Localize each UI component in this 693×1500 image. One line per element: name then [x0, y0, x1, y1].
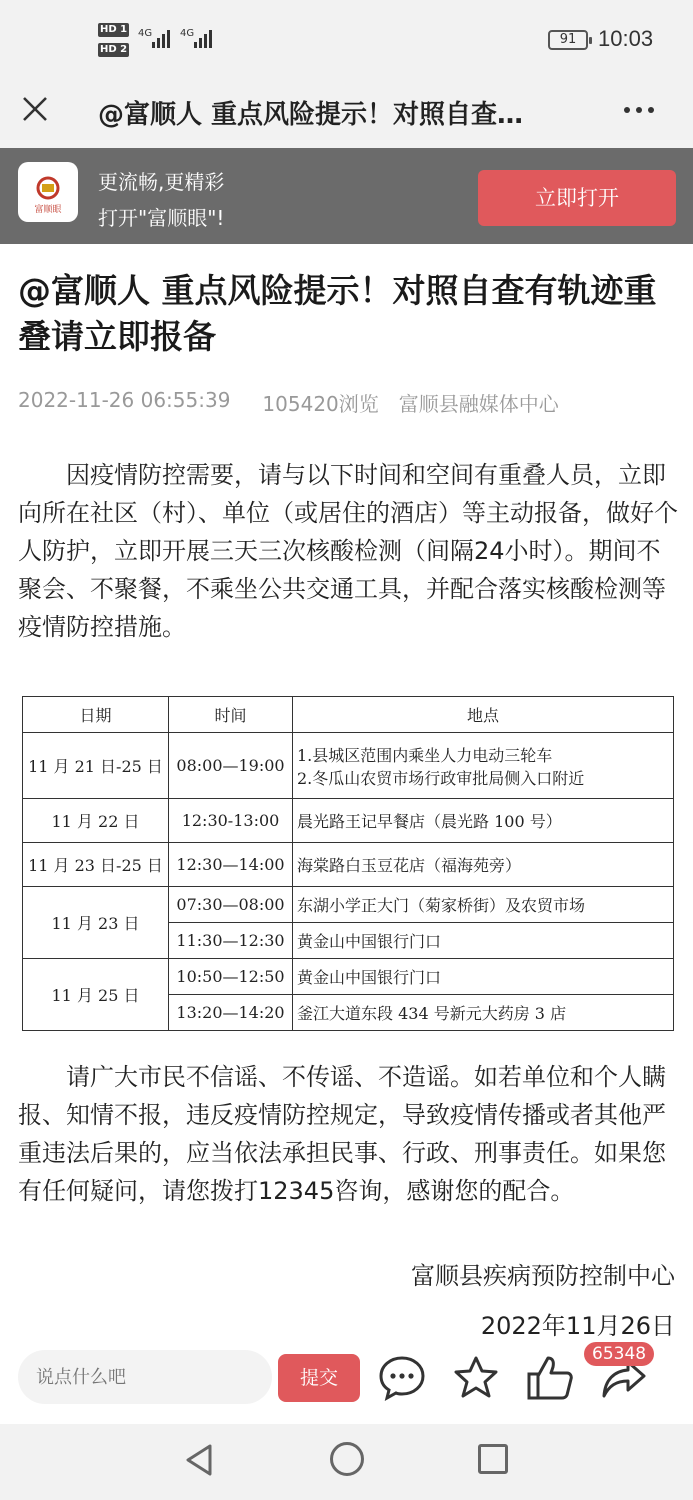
network2-label: 4G [180, 28, 195, 39]
publish-datetime: 2022-11-26 06:55:39 [18, 388, 231, 412]
table-row [23, 843, 674, 887]
cell-place: 海棠路白玉豆花店（福海苑旁） [293, 843, 674, 887]
article-meta [18, 388, 559, 417]
table-row [23, 733, 674, 799]
header-place: 地点 [293, 697, 674, 733]
table-row [23, 887, 674, 923]
page-title: @富顺人 重点风险提示！对照自查… [98, 100, 524, 130]
cell-date: 11 月 21 日-25 日 [23, 733, 169, 799]
article-signature: 富顺县疾病预防控制中心 [411, 1262, 675, 1290]
signal1-icon [152, 28, 170, 48]
article-date: 2022年11月26日 [480, 1312, 675, 1340]
home-circle-icon[interactable] [330, 1442, 364, 1476]
svg-text:富顺眼: 富顺眼 [34, 205, 62, 215]
close-icon[interactable] [18, 92, 52, 126]
sim1-indicator: HD 1 [100, 24, 128, 35]
article-source: 富顺县融媒体中心 [398, 392, 559, 416]
battery-icon: 91 [548, 30, 588, 50]
table-row [23, 959, 674, 995]
place-line-2: 2.冬瓜山农贸市场行政审批局侧入口附近 [297, 768, 585, 788]
clock: 10:03 [598, 26, 654, 51]
cell-place: 东湖小学正大门（菊家桥街）及农贸市场 [293, 887, 674, 923]
cell-place: 釜江大道东段 434 号新元大药房 3 店 [293, 995, 674, 1031]
favorite-star-icon[interactable] [452, 1354, 500, 1402]
app-promo-banner [0, 148, 693, 244]
cell-place: 黄金山中国银行门口 [293, 923, 674, 959]
like-icon[interactable] [526, 1354, 574, 1402]
cell-time: 12:30—14:00 [169, 843, 293, 887]
cell-date: 11 月 23 日 [23, 887, 169, 959]
recent-apps-icon[interactable] [478, 1444, 508, 1474]
cell-place: 黄金山中国银行门口 [293, 959, 674, 995]
banner-subtitle: 打开"富顺眼"! [98, 206, 225, 230]
article-paragraph-1: 因疫情防控需要，请与以下时间和空间有重叠人员，立即向所在社区（村）、单位（或居住的酒店）等主动报备，做好个人防护，立即开展三天三次核酸检测（间隔24小时）。期间不聚会、不聚餐，不乘坐公共交通工具，并配合落实核酸检测等疫情防控措施。 [18, 461, 678, 641]
status-bar [0, 0, 693, 78]
cell-time: 11:30—12:30 [169, 923, 293, 959]
cell-time: 10:50—12:50 [169, 959, 293, 995]
cell-time: 12:30-13:00 [169, 799, 293, 843]
app-logo [18, 162, 78, 222]
signal2-icon [194, 28, 212, 48]
header-time: 时间 [169, 697, 293, 733]
cell-time: 07:30—08:00 [169, 887, 293, 923]
cell-date: 11 月 25 日 [23, 959, 169, 1031]
sim2-indicator: HD 2 [100, 44, 128, 55]
header-date: 日期 [23, 697, 169, 733]
cell-place: 晨光路王记早餐店（晨光路 100 号） [293, 799, 674, 843]
more-menu-icon[interactable] [624, 100, 664, 120]
article-paragraph-2: 请广大市民不信谣、不传谣、不造谣。如若单位和个人瞒报、知情不报，违反疫情防控规定，导致疫情传播或者其他严重违法后果的，应当依法承担民事、行政、刑事责任。如果您有任何疑问，请您拨打12345咨询，感谢您的配合。 [18, 1063, 666, 1205]
cell-time: 08:00—19:00 [169, 733, 293, 799]
title-bar [0, 78, 693, 148]
place-line-1: 1.县城区范围内乘坐人力电动三轮车 [297, 745, 553, 765]
cell-time: 13:20—14:20 [169, 995, 293, 1031]
submit-comment-button[interactable]: 提交 [278, 1354, 360, 1402]
open-app-button[interactable]: 立即打开 [478, 170, 676, 226]
system-nav-bar [0, 1424, 693, 1500]
network1-label: 4G [138, 28, 153, 39]
comment-bar [0, 1344, 693, 1420]
article-title: @富顺人 重点风险提示！对照自查有轨迹重叠请立即报备 [18, 271, 657, 356]
back-triangle-icon[interactable] [182, 1442, 216, 1478]
comment-input[interactable] [18, 1350, 272, 1404]
like-count-badge: 65348 [584, 1342, 654, 1366]
table-row [23, 799, 674, 843]
risk-location-table [22, 696, 674, 1031]
table-header-row [23, 697, 674, 733]
banner-slogan: 更流畅,更精彩 [98, 170, 225, 194]
cell-date: 11 月 23 日-25 日 [23, 843, 169, 887]
view-count: 105420浏览 [262, 392, 379, 416]
comment-icon[interactable] [378, 1354, 426, 1402]
cell-place [293, 733, 674, 799]
cell-date: 11 月 22 日 [23, 799, 169, 843]
